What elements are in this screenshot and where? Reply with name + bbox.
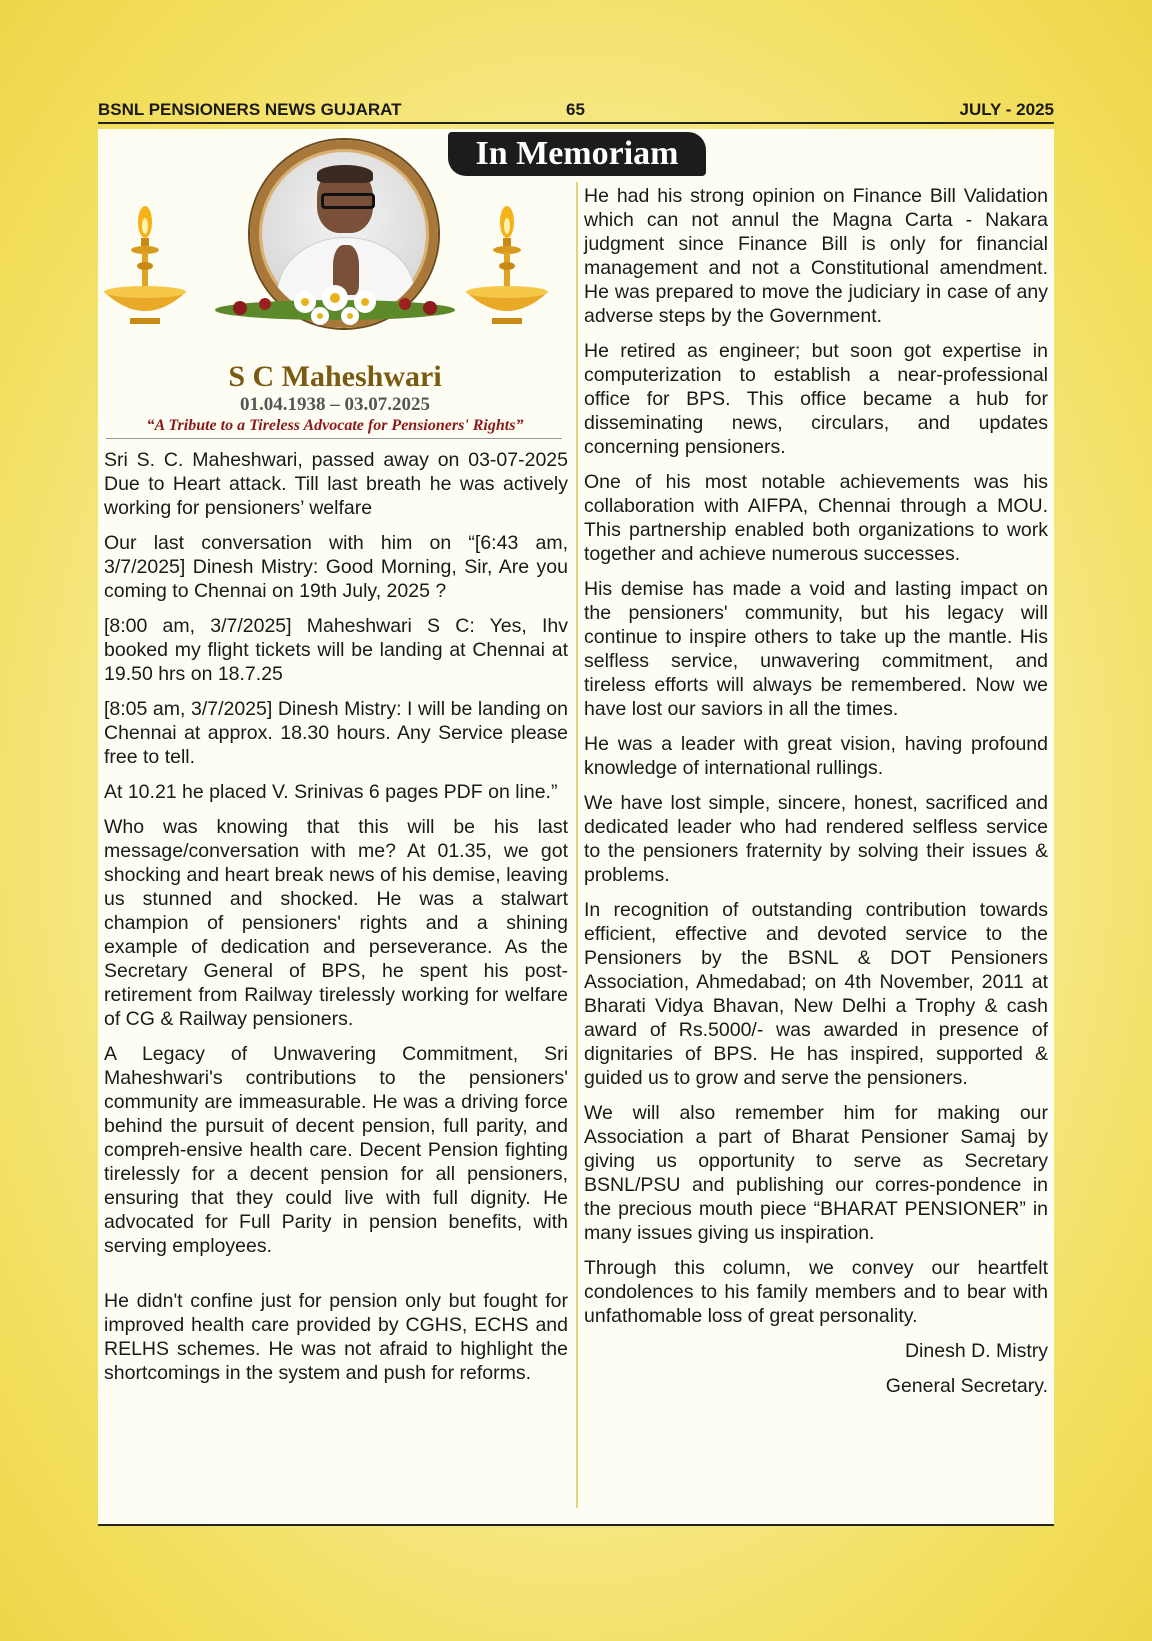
signature-name: Dinesh D. Mistry (904, 1340, 1048, 1362)
paragraph: One of his most notable achievements was his collaboration with AIFPA, Chennai through a MOU. This partnership enabled both organizations to work together and achieve numerous successes. (584, 471, 1048, 565)
life-dates: 01.04.1938 – 03.07.2025 (240, 394, 430, 415)
signature-designation: General Secretary. (885, 1375, 1048, 1397)
tribute-underline (106, 438, 562, 439)
paragraph: Who was knowing that this will be his last message/conversation with me? At 01.35, we got shocking and heart break news of his demise, leaving us stunned and shocked. He was a stalwart champion of pensioners' rights and a shining example of dedication and perseverance. As the Secretary General of BPS, he spent his post-retirement from Railway tirelessly working for welfare of CG & Railway pensioners. (104, 816, 568, 1030)
paragraph: Through this column, we convey our heartfelt condolences to his family members and to bear with unfathomable loss of great personality. (584, 1257, 1048, 1327)
column-divider (576, 182, 578, 1508)
publication-name: BSNL PENSIONERS NEWS GUJARAT (98, 100, 402, 119)
paragraph: A Legacy of Unwavering Commitment, Sri Maheshwari's contributions to the pensioners' community are immeasurable. He was a driving force behind the pursuit of decent pension, full parity, and compreh-ensive health care. Decent Pension fighting tirelessly for a decent pension for all pensioners, ensuring that they could live with full dignity. He advocated for Full Parity in pension benefits, with serving employees. (104, 1043, 568, 1257)
flower-garland-icon (210, 280, 460, 330)
glasses-icon (321, 193, 375, 209)
paragraph: He was a leader with great vision, having profound knowledge of international rullings. (584, 733, 1048, 779)
paragraph: In recognition of outstanding contribution towards efficient, effective and devoted service to the Pensioners by the BSNL & DOT Pensioners Association, Ahmedabad; on 4th November, 2011 at Bharati Vidya Bhavan, New Delhi a Trophy & cash award of Rs.5000/- was awarded in presence of dignitaries of BPS. He has inspired, supported & guided us to grow and serve the pensioners. (584, 899, 1048, 1089)
page-header (98, 98, 1054, 124)
tribute-line: “A Tribute to a Tireless Advocate for Pensioners' Rights” (146, 417, 524, 434)
paragraph: His demise has made a void and lasting impact on the pensioners' community, but his legacy will continue to inspire others to take up the mantle. His selfless service, unwavering commitment, and tireless efforts will always be remembered. Now we have lost our saviors in all the times. (584, 578, 1048, 720)
footer-rule (98, 1524, 1054, 1526)
section-title: In Memoriam (448, 132, 706, 176)
paragraph: He didn't confine just for pension only but fought for improved health care provided by CGHS, ECHS and RELHS schemes. He was not afraid to highlight the shortcomings in the system and push for reforms. (104, 1290, 568, 1384)
paragraph: Our last conversation with him on “[6:43 am, 3/7/2025] Dinesh Mistry: Good Morning, Sir, Are you coming to Chennai on 19th July, 2025 ? (104, 532, 568, 602)
page-number: 65 (566, 100, 585, 119)
person-hair (317, 165, 373, 183)
paragraph: We will also remember him for making our Association a part of Bharat Pensioner Samaj by giving us opportunity to serve as Secretary BSNL/PSU and publishing our corres-pondence in the precious mouth piece “BHARAT PENSIONER” in many issues giving us inspiration. (584, 1102, 1048, 1244)
paragraph: [8:05 am, 3/7/2025] Dinesh Mistry: I will be landing on Chennai at approx. 18.30 hours. Any Service please free to tell. (104, 698, 568, 768)
oil-lamp-icon (462, 200, 552, 340)
paragraph: At 10.21 he placed V. Srinivas 6 pages PDF on line.” (104, 781, 558, 803)
deceased-name: S C Maheshwari (228, 360, 442, 393)
left-column (104, 448, 568, 1396)
paragraph: [8:00 am, 3/7/2025] Maheshwari S C: Yes, Ihv booked my flight tickets will be landing at Chennai at 19.50 hrs on 18.7.25 (104, 615, 568, 685)
memorial-caption (100, 360, 570, 439)
paragraph: He retired as engineer; but soon got expertise in computerization to establish a near-professional office for BPS. This office became a hub for disseminating news, circulars, and updates concerning pensioners. (584, 340, 1048, 458)
right-column (584, 184, 1048, 1409)
paragraph: He had his strong opinion on Finance Bill Validation which can not annul the Magna Carta - Nakara judgment since Finance Bill is only for financial management and not a Constitutional amendment. He was prepared to move the judiciary in case of any adverse steps by the Government. (584, 185, 1048, 327)
paragraph: We have lost simple, sincere, honest, sacrificed and dedicated leader who had rendered selfless service to the pensioners fraternity by solving their issues & problems. (584, 792, 1048, 886)
issue-date: JULY - 2025 (959, 100, 1054, 119)
paragraph: Sri S. C. Maheshwari, passed away on 03-07-2025 Due to Heart attack. Till last breath he was actively working for pensioners’ welfare (104, 449, 568, 519)
oil-lamp-icon (100, 200, 190, 340)
spacer (104, 1269, 568, 1289)
